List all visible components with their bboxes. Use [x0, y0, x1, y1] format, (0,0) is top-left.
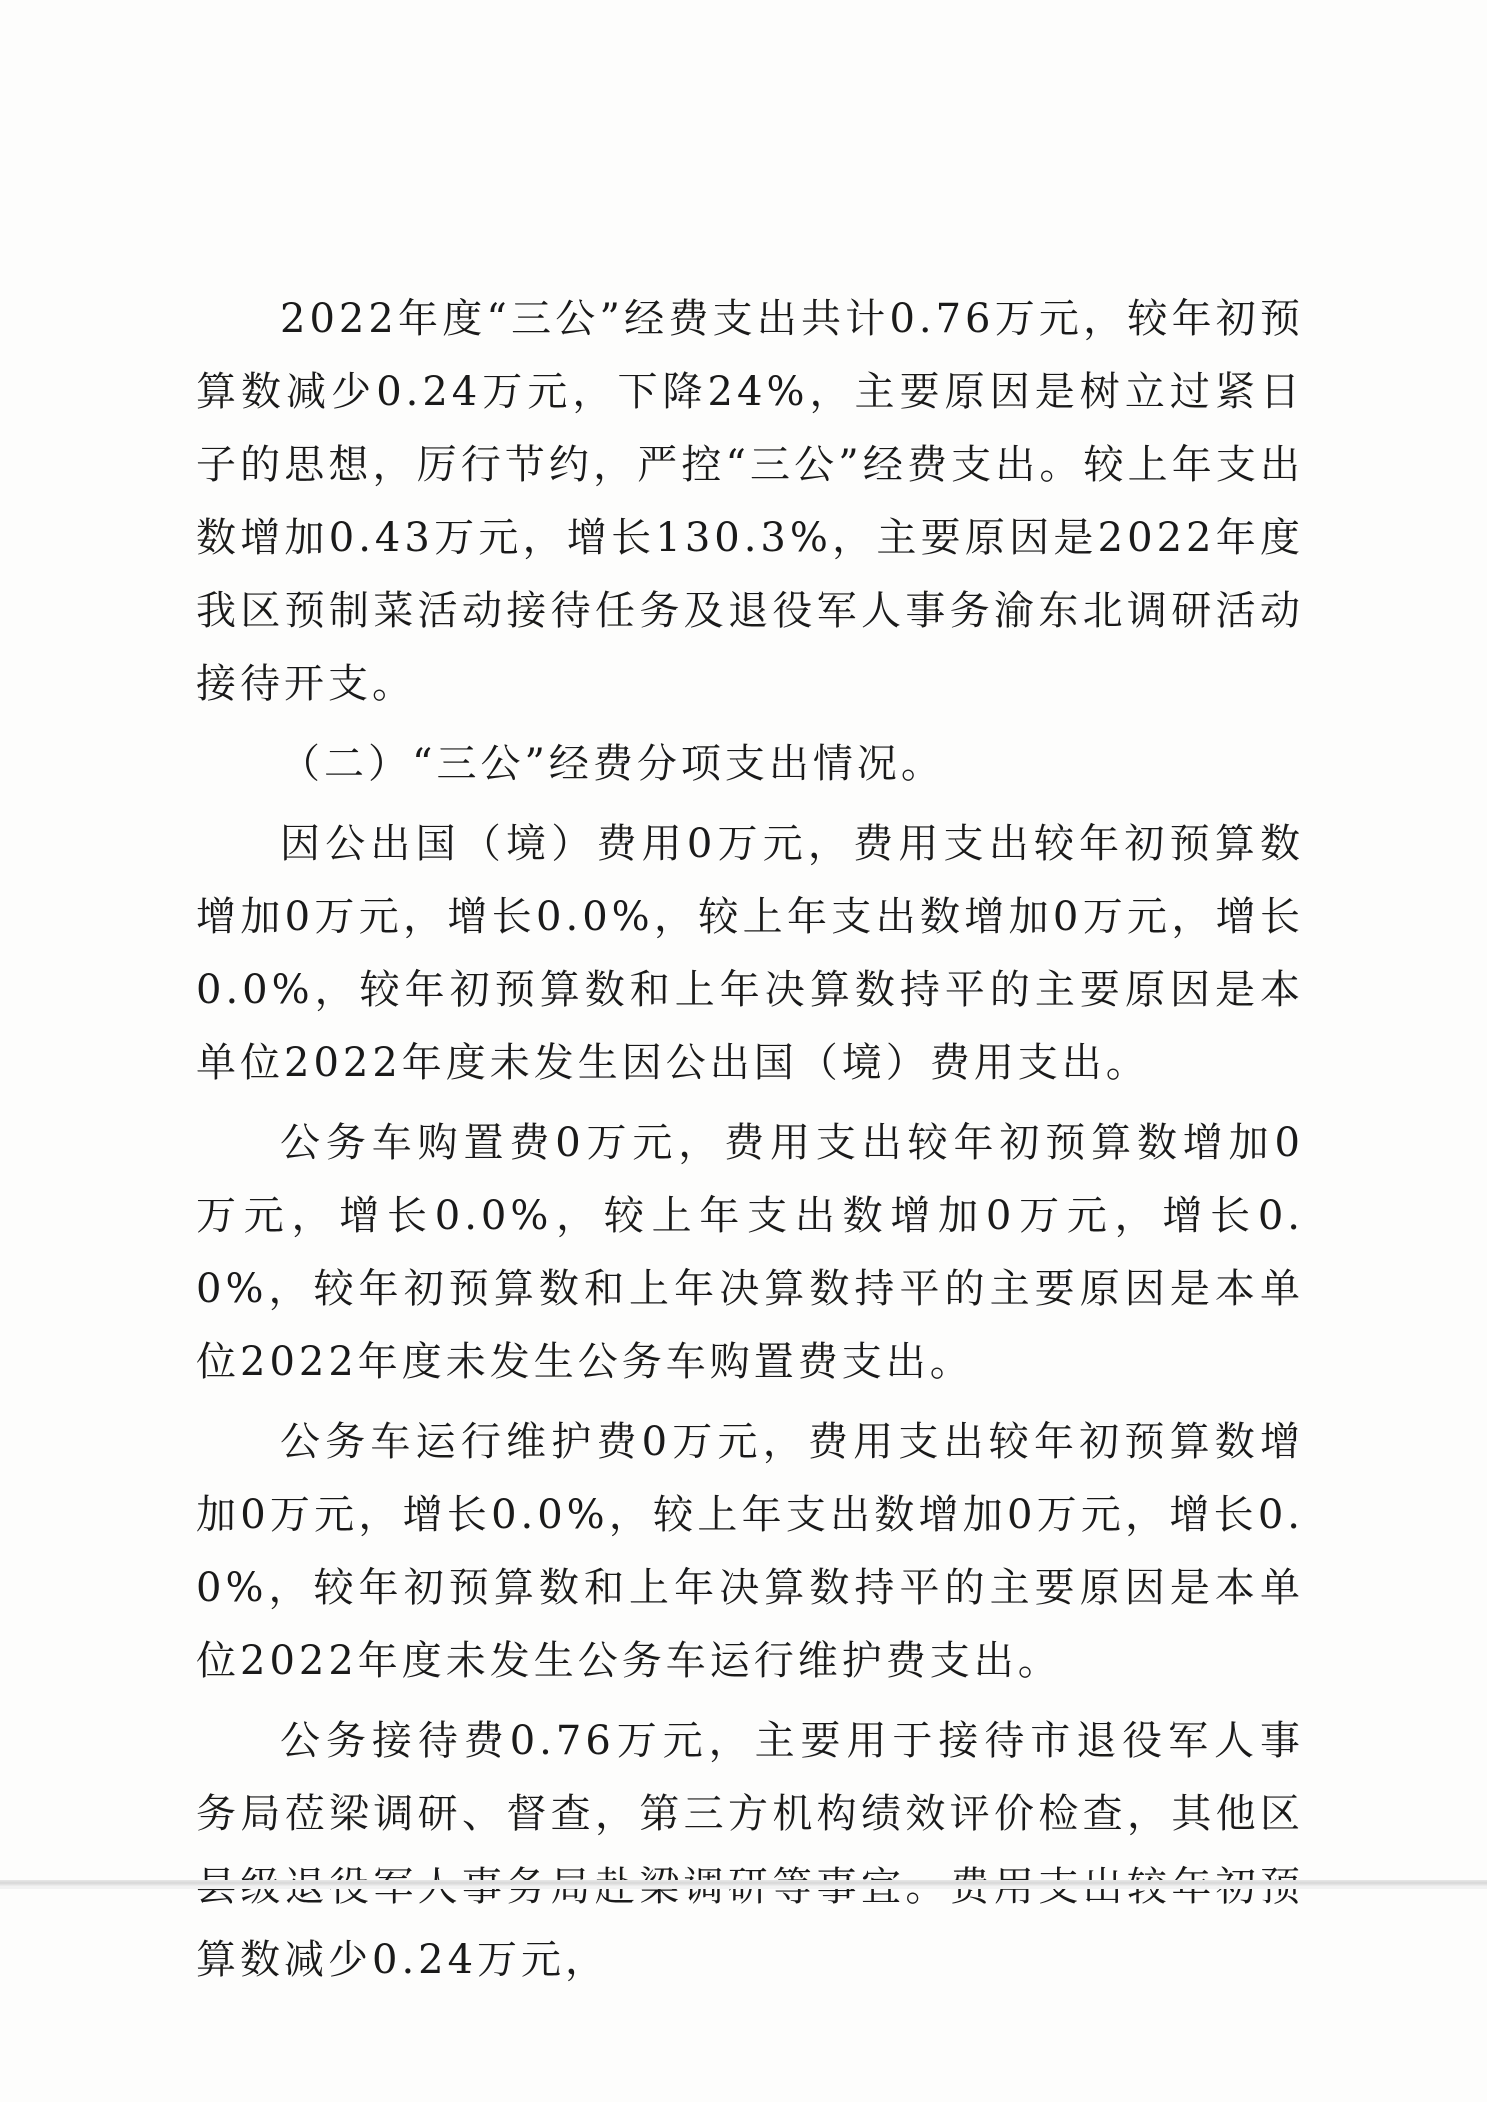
paragraph-official-reception: 公务接待费0.76万元，主要用于接待市退役军人事务局莅梁调研、督查，第三方机构绩效评价检查，其他区 算数减少0.24万元，: [196, 1718, 1304, 1983]
paragraph-three-public-total: 2022年度“三公”经费支出共计0.76万元，较年初预算数减少0.24万元，下降24%，主要原因是树立过紧日子的思想，厉行节约，严控“三公”经费支出。较上年支出数增加0.43万元，增长130.3%，主要原因是2022年度我区预制菜活动接待任务及退役军人事务渝东北调研活动接待开支。: [196, 296, 1304, 707]
paragraph-overseas-travel: 因公出国（境）费用0万元，费用支出较年初预算数增加0万元，增长0.0%，较上年支出数增加0万元，增长0.0%，较年初预算数和上年决算数持平的主要原因是本单位2022年度未发生因公出国（境）费用支出。: [196, 821, 1304, 1086]
paragraph-vehicle-purchase: 公务车购置费0万元，费用支出较年初预算数增加0万元，增长0.0%，较上年支出数增加0万元，增长0.0%，较年初预算数和上年决算数持平的主要原因是本单位2022年度未发生公务车购置费支出。: [196, 1120, 1304, 1385]
scan-edge-shadow: [0, 1886, 1487, 1889]
paragraph-vehicle-maintenance: 公务车运行维护费0万元，费用支出较年初预算数增加0万元，增长0.0%，较上年支出数增加0万元，增长0.0%，较年初预算数和上年决算数持平的主要原因是本单位2022年度未发生公务车运行维护费支出。: [196, 1419, 1304, 1684]
document-body: [196, 283, 1304, 1997]
section-heading-itemized: （二）“三公”经费分项支出情况。: [280, 741, 945, 787]
